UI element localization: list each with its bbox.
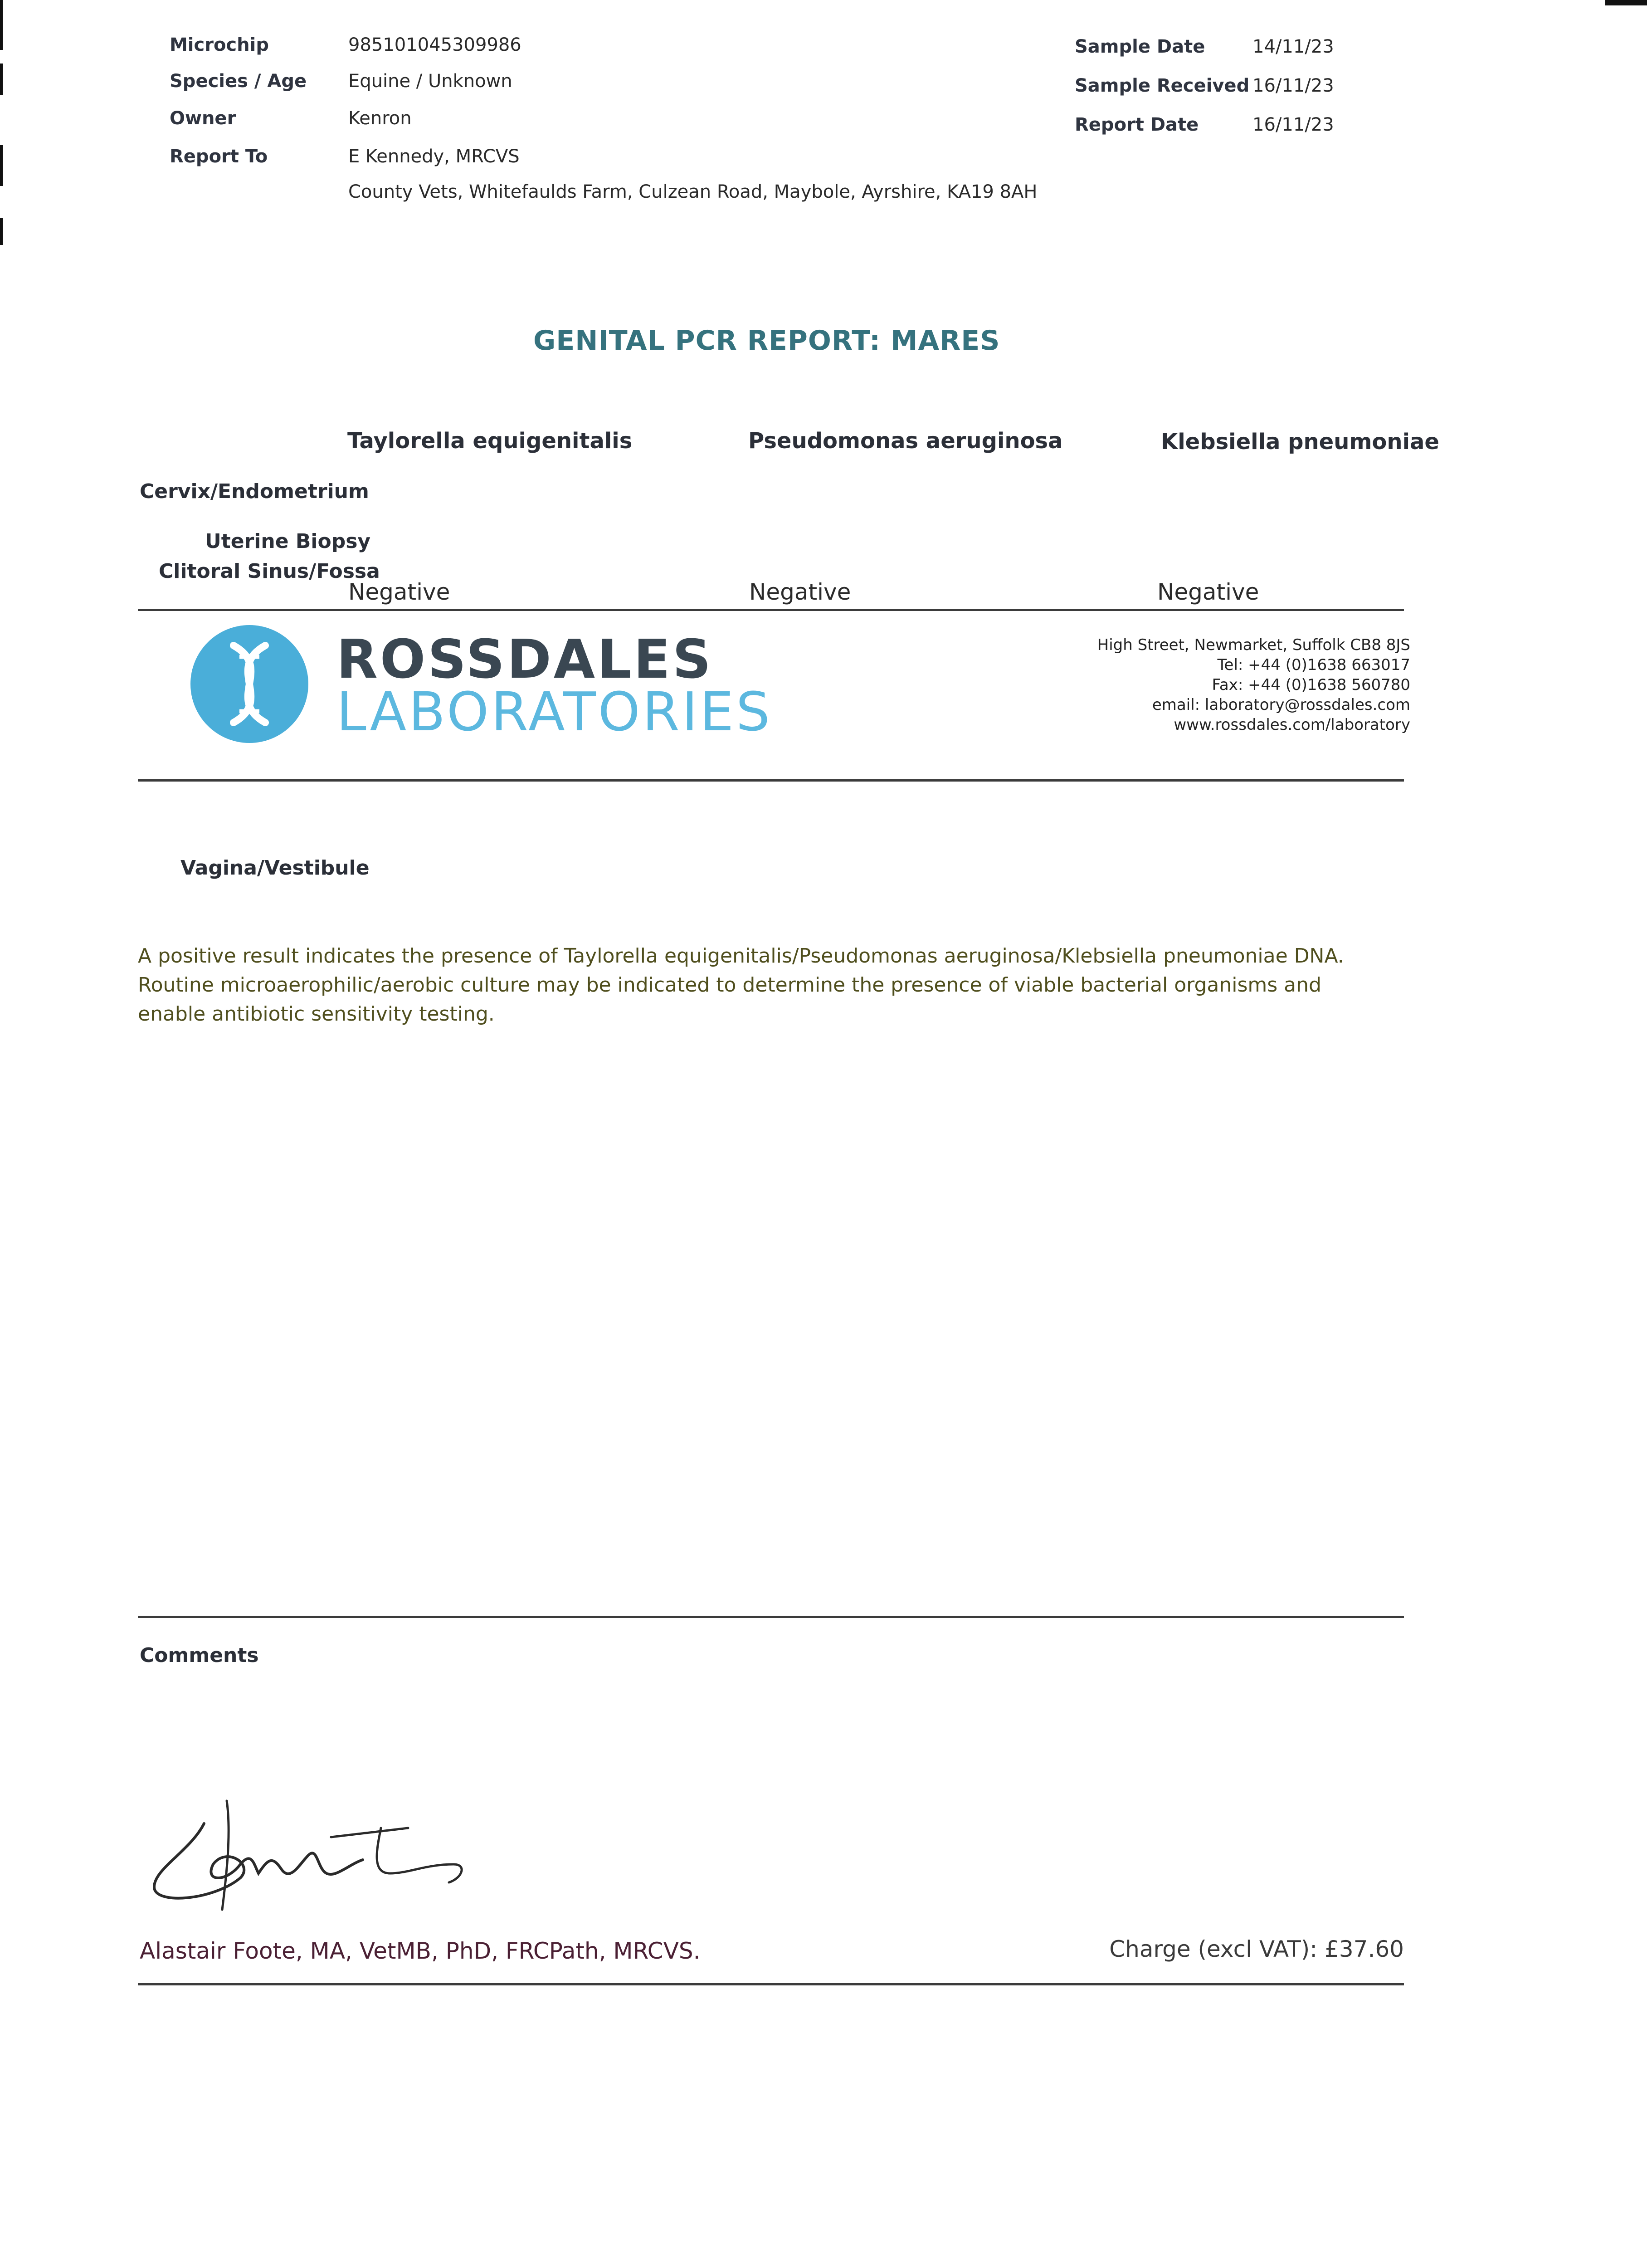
lab-tel: Tel: +44 (0)1638 663017 — [1217, 656, 1410, 674]
scan-mark — [0, 64, 3, 95]
report-to-value: E Kennedy, MRCVS — [348, 146, 520, 167]
divider — [138, 1616, 1404, 1618]
microchip-value: 985101045309986 — [348, 34, 521, 55]
sample-received-label: Sample Received — [1075, 75, 1250, 96]
scan-mark — [0, 0, 3, 50]
owner-label: Owner — [170, 108, 236, 129]
scan-mark — [0, 145, 3, 186]
owner-value: Kenron — [348, 108, 412, 129]
lab-website: www.rossdales.com/laboratory — [1174, 716, 1410, 734]
report-to-label: Report To — [170, 146, 268, 167]
column-header-klebsiella: Klebsiella pneumoniae — [1161, 429, 1439, 455]
report-to-address: County Vets, Whitefaulds Farm, Culzean Road, Maybole, Ayrshire, KA19 8AH — [348, 181, 1038, 202]
site-clitoral-sinus-fossa: Clitoral Sinus/Fossa — [159, 560, 380, 583]
divider — [138, 779, 1404, 782]
result-taylorella: Negative — [348, 579, 450, 605]
sample-date-label: Sample Date — [1075, 36, 1205, 57]
column-header-taylorella: Taylorella equigenitalis — [347, 428, 633, 454]
microchip-label: Microchip — [170, 34, 269, 55]
lab-name-laboratories: LABORATORIES — [336, 680, 772, 743]
lab-fax: Fax: +44 (0)1638 560780 — [1212, 676, 1410, 694]
site-uterine-biopsy: Uterine Biopsy — [205, 530, 371, 553]
report-title: GENITAL PCR REPORT: MARES — [533, 325, 1000, 357]
divider — [138, 609, 1404, 611]
sample-date-value: 14/11/23 — [1252, 36, 1334, 57]
site-vagina-vestibule: Vagina/Vestibule — [180, 856, 370, 880]
species-value: Equine / Unknown — [348, 71, 512, 92]
signature-image — [136, 1796, 481, 1914]
scan-mark — [1605, 0, 1647, 5]
result-pseudomonas: Negative — [749, 579, 851, 605]
lab-address: High Street, Newmarket, Suffolk CB8 8JS — [1097, 636, 1410, 654]
dna-helix-icon — [190, 625, 308, 743]
signatory-name: Alastair Foote, MA, VetMB, PhD, FRCPath, MRCVS. — [140, 1938, 701, 1964]
interpretation-note: A positive result indicates the presence of Taylorella equigenitalis/Pseudomonas aeruginosa/Klebsiella pneumoniae DNA. Routine microaerophilic/aerobic culture may be indicated to determine the presence of viable bacterial organisms and enable antibiotic sensitivity testing. — [138, 944, 1344, 1026]
divider — [138, 1983, 1404, 1985]
lab-email: email: laboratory@rossdales.com — [1152, 696, 1410, 714]
comments-label: Comments — [140, 1644, 259, 1667]
report-date-label: Report Date — [1075, 114, 1199, 135]
report-date-value: 16/11/23 — [1252, 114, 1334, 135]
result-klebsiella: Negative — [1157, 579, 1259, 605]
sample-received-value: 16/11/23 — [1252, 75, 1334, 96]
lab-name-rossdales: ROSSDALES — [336, 628, 713, 690]
site-cervix-endometrium: Cervix/Endometrium — [140, 480, 369, 503]
column-header-pseudomonas: Pseudomonas aeruginosa — [748, 428, 1063, 454]
charge-amount: Charge (excl VAT): £37.60 — [1109, 1936, 1404, 1962]
species-label: Species / Age — [170, 71, 307, 92]
lab-contact-block — [998, 636, 1410, 740]
scan-mark — [0, 218, 3, 245]
